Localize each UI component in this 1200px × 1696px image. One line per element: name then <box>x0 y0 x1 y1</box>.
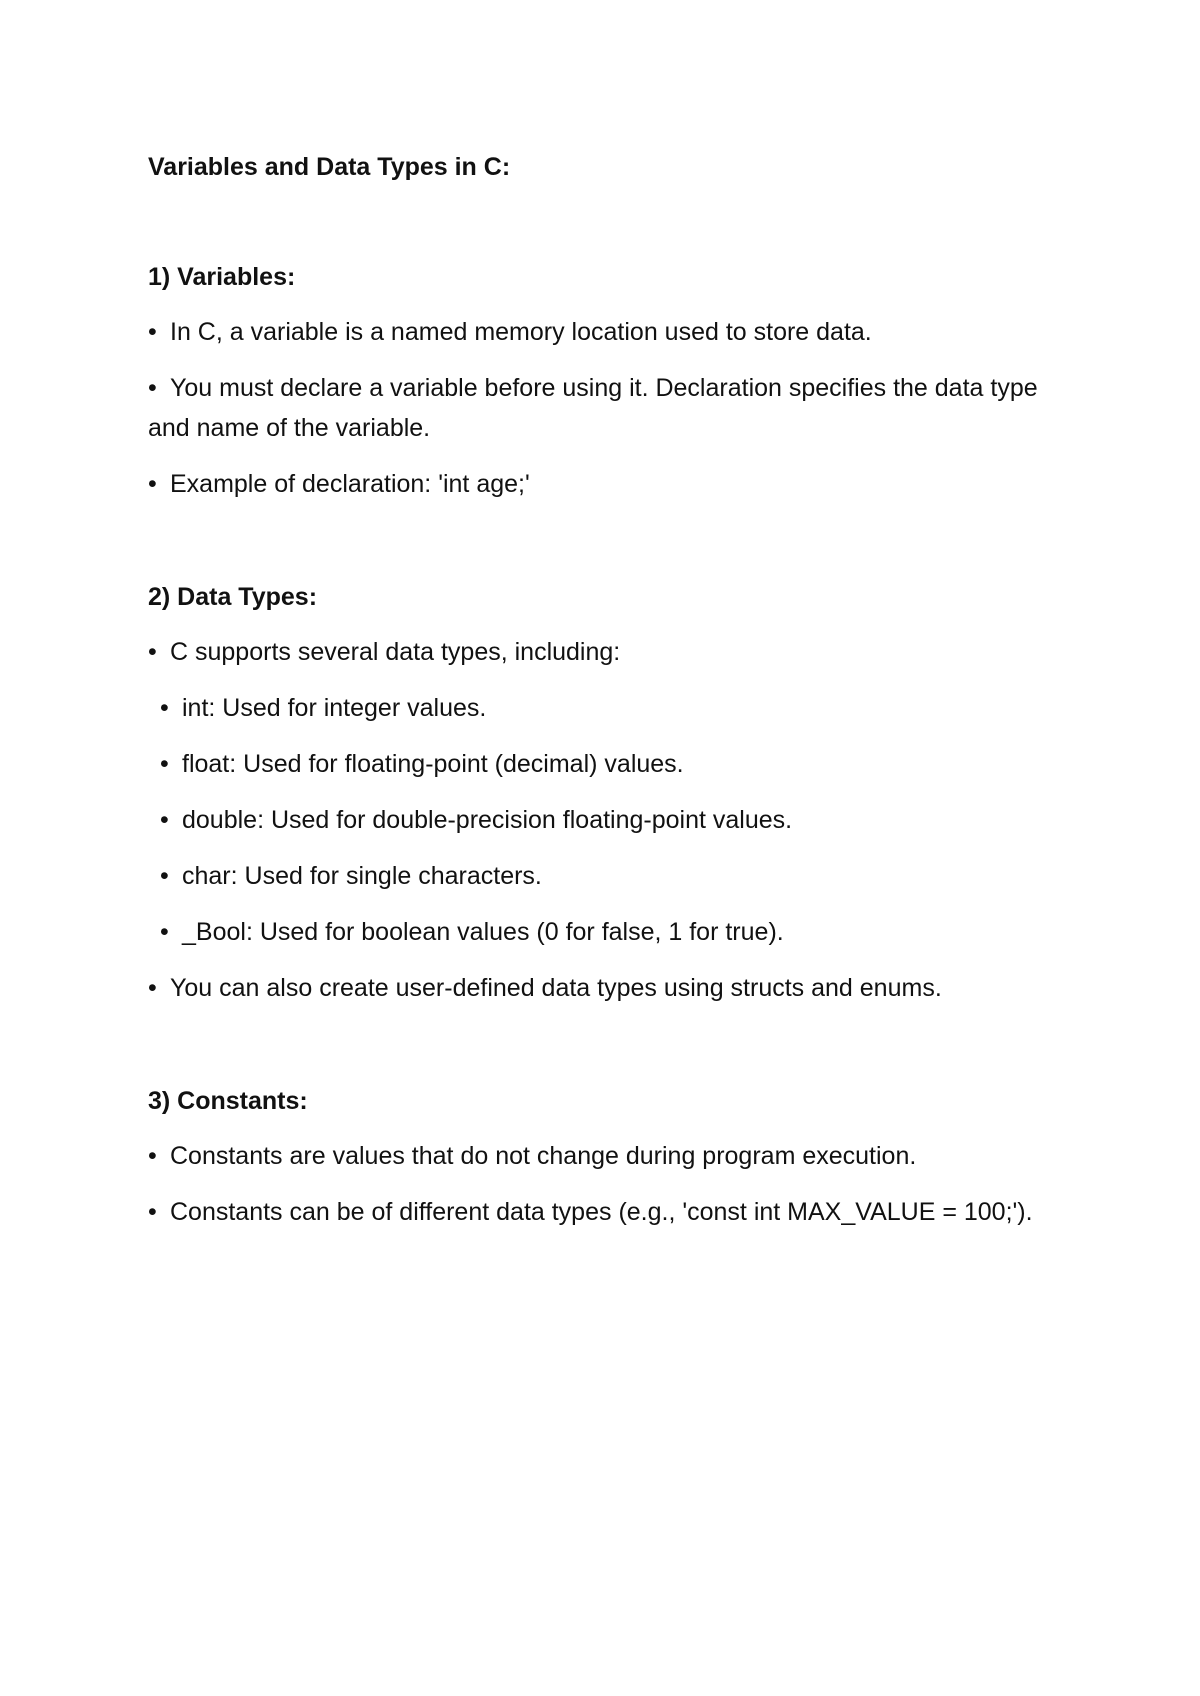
bullet-item <box>148 1136 1068 1176</box>
bullet-text: _Bool: Used for boolean values (0 for false, 1 for true). <box>182 918 784 946</box>
document-title: Variables and Data Types in C: <box>148 153 511 181</box>
bullet-icon: • <box>160 862 169 890</box>
sub-bullet-item <box>148 800 1068 840</box>
bullet-icon: • <box>148 470 157 498</box>
bullet-text: Constants can be of different data types (e.g., 'const int MAX_VALUE = 100;'). <box>170 1198 1033 1226</box>
bullet-item <box>148 464 1068 504</box>
bullet-icon: • <box>160 918 169 946</box>
sub-bullet-item <box>148 912 1068 952</box>
bullet-icon: • <box>160 806 169 834</box>
bullet-text: In C, a variable is a named memory location used to store data. <box>170 318 872 346</box>
bullet-text: double: Used for double-precision floating-point values. <box>182 806 793 834</box>
sub-bullet-item <box>148 744 1068 784</box>
bullet-icon: • <box>160 750 169 778</box>
bullet-icon: • <box>148 974 157 1002</box>
bullet-text: Constants are values that do not change during program execution. <box>170 1142 917 1170</box>
section-constants <box>148 1084 1068 1232</box>
bullet-icon: • <box>148 374 157 402</box>
bullet-icon: • <box>148 1198 157 1226</box>
sub-bullet-item <box>148 856 1068 896</box>
document-body <box>148 150 1068 1308</box>
bullet-text: You can also create user-defined data types using structs and enums. <box>170 974 942 1002</box>
section-heading: 1) Variables: <box>148 263 296 291</box>
section-heading: 3) Constants: <box>148 1087 308 1115</box>
bullet-text: int: Used for integer values. <box>182 694 487 722</box>
bullet-icon: • <box>160 694 169 722</box>
bullet-item <box>148 312 1068 352</box>
bullet-item <box>148 968 1068 1008</box>
section-data-types <box>148 580 1068 1008</box>
bullet-item <box>148 368 1068 448</box>
bullet-text: C supports several data types, including: <box>170 638 621 666</box>
bullet-icon: • <box>148 638 157 666</box>
bullet-icon: • <box>148 318 157 346</box>
sub-bullet-item <box>148 688 1068 728</box>
bullet-text: Example of declaration: 'int age;' <box>170 470 530 498</box>
section-variables <box>148 260 1068 504</box>
bullet-item <box>148 632 1068 672</box>
bullet-item <box>148 1192 1068 1232</box>
section-heading: 2) Data Types: <box>148 583 318 611</box>
bullet-icon: • <box>148 1142 157 1170</box>
bullet-text: You must declare a variable before using it. Declaration specifies the data type and name of the variable. <box>148 374 1038 442</box>
bullet-text: float: Used for floating-point (decimal) values. <box>182 750 684 778</box>
bullet-text: char: Used for single characters. <box>182 862 542 890</box>
